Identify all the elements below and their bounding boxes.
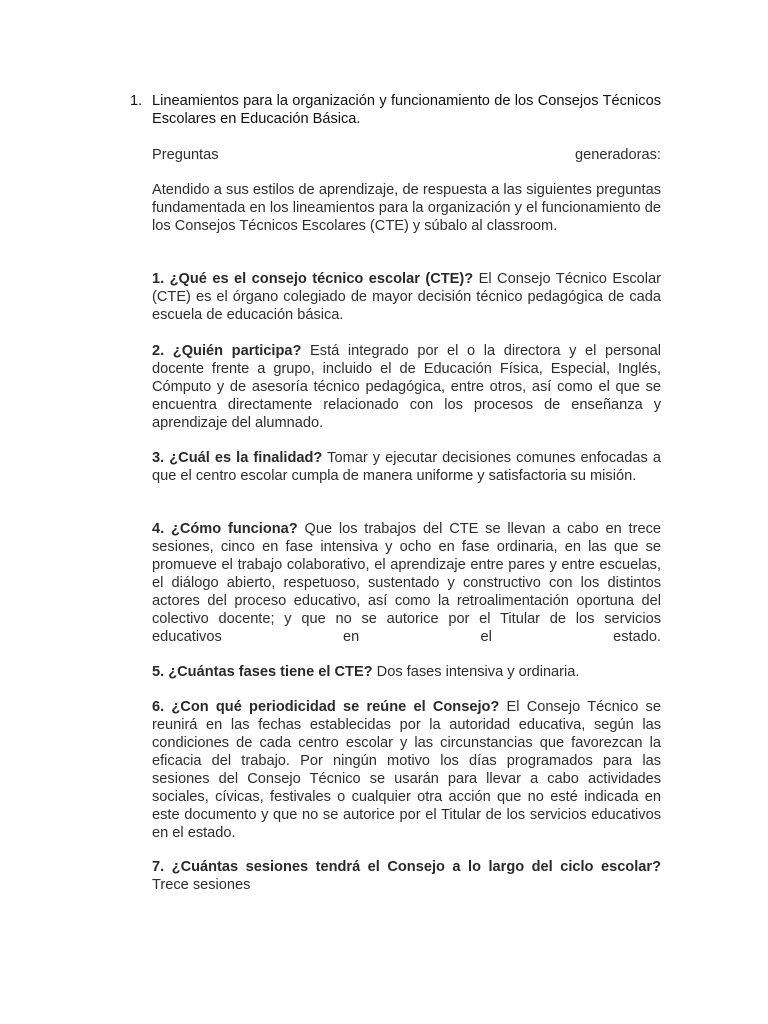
question-7 (152, 858, 661, 894)
answer-text: El Consejo Técnico Escolar (CTE) es el órgano colegiado de mayor decisión técnico pedagógica de cada escuela de educación básica. (152, 271, 661, 323)
heading-text: Lineamientos para la organización y funcionamiento de los Consejos Técnicos Escolares en Educación Básica. (152, 93, 661, 127)
question-label: 1. ¿Qué es el consejo técnico escolar (CTE)? (152, 271, 474, 287)
answer-text: Tomar y ejecutar decisiones comunes enfocadas a que el centro escolar cumpla de manera uniforme y satisfactoria su misión. (152, 450, 662, 484)
question-6 (152, 698, 661, 842)
question-label: 3. ¿Cuál es la finalidad? (152, 450, 323, 466)
question-label: 6. ¿Con qué periodicidad se reúne el Consejo? (152, 699, 500, 715)
question-label: 5. ¿Cuántas fases tiene el CTE? (152, 664, 373, 680)
list-number: 1. (130, 93, 143, 109)
question-2 (152, 342, 661, 432)
instructions-paragraph: Atendido a sus estilos de aprendizaje, de respuesta a las siguientes preguntas fundamentada en los lineamientos para la organización y el funcionamiento de los Consejos Técnicos Escolares (CTE) y súbalo al classroom. (152, 182, 661, 234)
answer-text: El Consejo Técnico se reunirá en las fechas establecidas por la autoridad educativa, según las condiciones de cada centro escolar y las circunstancias que favorezcan la eficacia del trabajo. Por ningún motivo los días programados para las sesiones del Consejo Técnico se usarán para llevar a cabo actividades sociales, cívicas, festivales o cualquier otra acción que no esté indicada en este documento y que no se autorice por el Titular de los servicios educativos en el estado. (152, 699, 661, 841)
answer-text: Que los trabajos del CTE se llevan a cabo en trece sesiones, cinco en fase intensiva y ocho en fase ordinaria, en las que se promueve el trabajo colaborativo, el aprendizaje entre pares y entre escuelas, el diálogo abierto, respetuoso, sustentado y constructivo con los distintos actores del proceso educativo, así como la retroalimentación oportuna del colectivo docente; y que no se autorice por el Titular de los servicios educativos en el estado. (152, 521, 662, 645)
answer-text: Dos fases intensiva y ordinaria. (372, 664, 580, 680)
answer-text: Está integrado por el o la directora y el personal docente frente a grupo, incluido el de Educación Física, Especial, Inglés, Cómputo y de asesoría técnico pedagógica, entre otros, así como el que se encuentra directamente relacionado con los procesos de enseñanza y aprendizaje del alumnado. (152, 343, 661, 431)
question-3 (152, 449, 661, 485)
question-1 (152, 270, 661, 324)
list-item-heading (130, 92, 661, 128)
prompt-label: Preguntas generadoras: (152, 147, 661, 163)
answer-text: Trece sesiones (152, 877, 251, 893)
question-4 (152, 520, 661, 646)
question-5 (152, 663, 661, 681)
question-label: 7. ¿Cuántas sesiones tendrá el Consejo a lo largo del ciclo escolar? (152, 859, 661, 875)
question-label: 2. ¿Quién participa? (152, 343, 302, 359)
question-label: 4. ¿Cómo funciona? (152, 521, 298, 537)
